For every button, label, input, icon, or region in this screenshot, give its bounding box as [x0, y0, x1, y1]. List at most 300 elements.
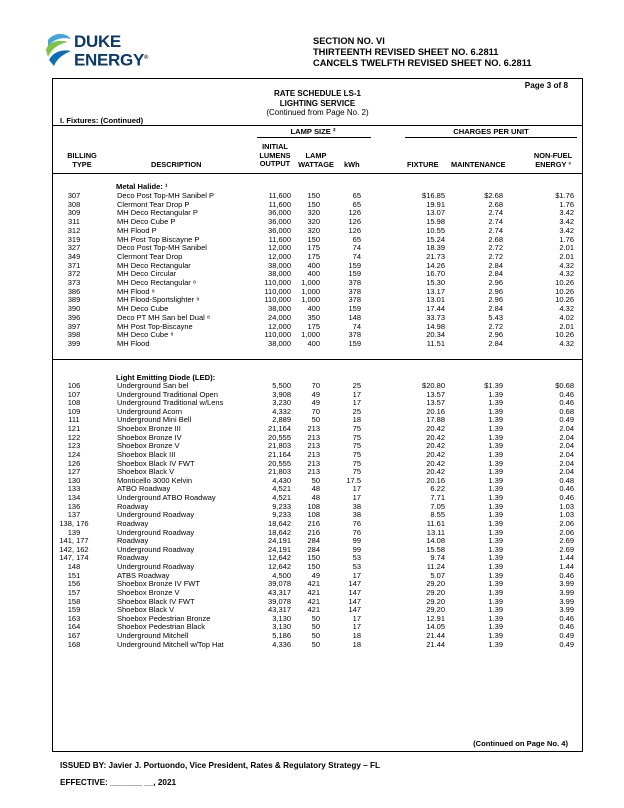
description-cell: Shoebox Pedestrian Bronze	[117, 613, 211, 623]
fixture-cell: 11.61	[426, 518, 445, 528]
wattage-cell: 400	[307, 304, 320, 314]
wattage-cell: 400	[307, 260, 320, 270]
billing-type-cell: 390	[67, 304, 81, 314]
description-cell: Underground Roadway	[117, 510, 195, 520]
billing-type-cell: 397	[67, 321, 81, 331]
kwh-cell: 65	[352, 234, 361, 244]
maintenance-cell: 2.96	[488, 295, 503, 305]
wattage-cell: 70	[311, 406, 320, 416]
lumens-cell: 110,000	[264, 286, 291, 296]
billing-type-cell: 389	[67, 295, 81, 305]
wattage-cell: 213	[307, 432, 320, 442]
billing-type-cell: 138, 176	[59, 518, 89, 528]
lumens-cell: 36,000	[268, 217, 291, 227]
billing-type-cell: 371	[67, 260, 81, 270]
maintenance-cell: 1.39	[488, 518, 503, 528]
kwh-cell: 17	[352, 493, 361, 503]
maintenance-cell: 1.39	[488, 501, 503, 511]
maintenance-cell: 1.39	[488, 484, 503, 494]
nonfuel-energy-cell: 2.69	[559, 536, 574, 546]
kwh-cell: 75	[352, 458, 361, 468]
col-fixture: FIXTURE	[407, 160, 439, 169]
nonfuel-energy-cell: 4.32	[559, 269, 574, 279]
billing-type-cell: 126	[67, 458, 81, 468]
duke-energy-mark-icon	[44, 30, 74, 70]
nonfuel-energy-cell: 2.06	[559, 518, 574, 528]
description-cell: Deco PT MH San bel Dual ⁸	[117, 312, 211, 322]
description-cell: MH Flood P	[117, 225, 157, 235]
maintenance-cell: 1.39	[488, 605, 503, 615]
billing-type-cell: 124	[67, 449, 81, 459]
wattage-cell: 150	[307, 562, 320, 572]
nonfuel-energy-cell: 3.99	[559, 587, 574, 597]
lumens-cell: 4,430	[272, 475, 291, 485]
lumens-cell: 2,889	[272, 415, 291, 425]
wattage-cell: 1,000	[301, 295, 320, 305]
lumens-cell: 43,317	[268, 587, 291, 597]
description-cell: Underground Mini Bell	[117, 415, 192, 425]
nonfuel-energy-cell: 0.68	[559, 406, 574, 416]
nonfuel-energy-cell: 0.46	[559, 484, 574, 494]
description-cell: Underground Traditional w/Lens	[117, 398, 224, 408]
maintenance-cell: 1.39	[488, 467, 503, 477]
description-cell: Roadway	[117, 536, 149, 546]
maintenance-cell: 1.39	[488, 432, 503, 442]
kwh-cell: 126	[348, 208, 361, 218]
nonfuel-energy-cell: 0.46	[559, 493, 574, 503]
fixture-cell: 15.58	[426, 544, 445, 554]
wattage-cell: 150	[307, 553, 320, 563]
schedule-title: RATE SCHEDULE LS-1	[274, 89, 361, 98]
kwh-cell: 76	[352, 527, 361, 537]
sheet-header	[313, 36, 532, 69]
table-row	[53, 589, 582, 597]
lumens-cell: 12,642	[268, 562, 291, 572]
lumens-cell: 24,191	[268, 544, 291, 554]
kwh-cell: 53	[352, 562, 361, 572]
description-cell: Deco Post Top-MH Sanibel	[117, 243, 207, 253]
kwh-cell: 75	[352, 449, 361, 459]
wattage-cell: 50	[311, 639, 320, 649]
fixture-cell: 14.08	[426, 536, 445, 546]
billing-type-cell: 157	[67, 587, 81, 597]
fixture-cell: 29.20	[426, 579, 445, 589]
maintenance-cell: 2.74	[488, 217, 503, 227]
nonfuel-energy-cell: 2.01	[559, 251, 574, 261]
fixture-cell: 13.17	[426, 286, 445, 296]
kwh-cell: 18	[352, 415, 361, 425]
fixture-cell: 13.01	[426, 295, 445, 305]
lumens-cell: 110,000	[264, 278, 291, 287]
maintenance-cell: 1.39	[488, 544, 503, 554]
billing-type-cell: 319	[67, 234, 81, 244]
nonfuel-energy-cell: 2.04	[559, 424, 574, 434]
kwh-cell: 76	[352, 518, 361, 528]
wattage-cell: 1,000	[301, 330, 320, 340]
wattage-cell: 150	[307, 191, 320, 200]
description-cell: Underground Traditional Open	[117, 389, 218, 399]
wattage-cell: 175	[307, 321, 320, 331]
wattage-cell: 213	[307, 424, 320, 434]
description-cell: Shoebox Bronze III	[117, 424, 181, 434]
maintenance-cell: 1.39	[488, 449, 503, 459]
col-maintenance: MAINTENANCE	[451, 160, 506, 169]
fixture-cell: 17.88	[426, 415, 445, 425]
fixture-cell: 19.91	[426, 199, 445, 209]
maintenance-cell: 1.39	[488, 398, 503, 408]
duke-energy-logo	[44, 30, 164, 76]
lumens-cell: 12,000	[268, 243, 291, 253]
wattage-cell: 50	[311, 475, 320, 485]
nonfuel-energy-cell: 0.49	[559, 639, 574, 649]
description-cell: Shoebox Black III	[117, 449, 176, 459]
nonfuel-energy-cell: 1.76	[559, 199, 574, 209]
fixture-cell: 20.42	[426, 458, 445, 468]
billing-type-cell: 372	[67, 269, 81, 279]
wattage-cell: 50	[311, 630, 320, 640]
wattage-cell: 284	[307, 544, 320, 554]
fixture-cell: 21.73	[426, 251, 445, 261]
led-title: Light Emitting Diode (LED):	[116, 373, 216, 382]
table-row	[53, 340, 582, 348]
kwh-cell: 17	[352, 389, 361, 399]
lumens-cell: 38,000	[268, 338, 291, 348]
billing-type-cell: 159	[67, 605, 81, 615]
lumens-cell: 18,642	[268, 518, 291, 528]
kwh-cell: 75	[352, 424, 361, 434]
description-cell: Shoebox Bronze IV	[117, 432, 182, 442]
wattage-cell: 400	[307, 269, 320, 279]
kwh-cell: 18	[352, 639, 361, 649]
billing-type-cell: 137	[67, 510, 81, 520]
nonfuel-energy-cell: 10.26	[555, 286, 574, 296]
description-cell: Underground Acorn	[117, 406, 183, 416]
nonfuel-energy-cell: 2.01	[559, 243, 574, 253]
wattage-cell: 213	[307, 449, 320, 459]
description-cell: Shoebox Pedestrian Black	[117, 622, 205, 632]
lumens-cell: 11,600	[268, 234, 291, 244]
table-row	[53, 520, 582, 528]
maintenance-cell: 2.96	[488, 278, 503, 287]
maintenance-cell: 1.39	[488, 536, 503, 546]
nonfuel-energy-cell: 4.02	[559, 312, 574, 322]
kwh-cell: 99	[352, 536, 361, 546]
billing-type-cell: 311	[68, 217, 80, 227]
maintenance-cell: 2.96	[488, 330, 503, 340]
description-cell: Shoebox Bronze V	[117, 441, 180, 451]
wattage-cell: 400	[307, 338, 320, 348]
nonfuel-energy-cell: 2.01	[559, 321, 574, 331]
description-cell: MH Deco Rectangular P	[117, 208, 198, 218]
maintenance-cell: 1.39	[488, 415, 503, 425]
maintenance-cell: 1.39	[488, 562, 503, 572]
kwh-cell: 17	[352, 570, 361, 580]
lumens-cell: 9,233	[272, 510, 291, 520]
schedule-heading	[53, 89, 582, 118]
wattage-cell: 421	[307, 605, 320, 615]
nonfuel-energy-cell: $0.68	[555, 381, 574, 390]
maintenance-cell: 1.39	[488, 493, 503, 503]
billing-type-cell: 136	[67, 501, 81, 511]
table-row	[53, 314, 582, 322]
lumens-cell: 43,317	[268, 605, 291, 615]
kwh-cell: 25	[352, 381, 361, 390]
nonfuel-energy-cell: 1.76	[559, 234, 574, 244]
kwh-cell: 18	[352, 630, 361, 640]
kwh-cell: 148	[348, 312, 361, 322]
maintenance-cell: 1.39	[488, 639, 503, 649]
fixture-cell: 7.05	[430, 501, 445, 511]
charges-rule	[405, 137, 577, 138]
nonfuel-energy-cell: 2.06	[559, 527, 574, 537]
kwh-cell: 378	[348, 330, 361, 340]
billing-type-cell: 127	[67, 467, 81, 477]
fixture-cell: $16.85	[422, 191, 445, 200]
effective-date: EFFECTIVE: _______ __, 2021	[60, 778, 177, 787]
wattage-cell: 175	[307, 251, 320, 261]
billing-type-cell: 141, 177	[59, 536, 89, 546]
nonfuel-energy-cell: $1.76	[555, 191, 574, 200]
maintenance-cell: 1.39	[488, 553, 503, 563]
nonfuel-energy-cell: 3.42	[559, 208, 574, 218]
wattage-cell: 421	[307, 596, 320, 606]
billing-type-cell: 142, 162	[59, 544, 89, 554]
lumens-cell: 3,130	[272, 613, 291, 623]
billing-type-cell: 148	[67, 562, 81, 572]
lumens-cell: 4,521	[272, 484, 291, 494]
maintenance-cell: 1.39	[488, 527, 503, 537]
fixture-cell: 14.26	[426, 260, 445, 270]
fixture-cell: 10.55	[426, 225, 445, 235]
wattage-cell: 50	[311, 415, 320, 425]
fixture-cell: 29.20	[426, 605, 445, 615]
fixture-cell: 20.42	[426, 449, 445, 459]
nonfuel-energy-cell: 2.04	[559, 432, 574, 442]
col-kwh: kWh	[344, 160, 360, 169]
billing-type-cell: 123	[67, 441, 81, 451]
maintenance-cell: 1.39	[488, 389, 503, 399]
billing-type-cell: 107	[67, 389, 81, 399]
description-cell: Underground Roadway	[117, 527, 195, 537]
fixture-cell: 20.42	[426, 432, 445, 442]
maintenance-cell: 2.72	[488, 321, 503, 331]
lumens-cell: 3,130	[272, 622, 291, 632]
kwh-cell: 159	[348, 304, 361, 314]
fixture-cell: 7.71	[430, 493, 445, 503]
col-billing-type: BILLING TYPE	[67, 151, 97, 169]
wattage-cell: 150	[307, 234, 320, 244]
kwh-cell: 147	[348, 596, 361, 606]
description-cell: Shoebox Bronze IV FWT	[117, 579, 200, 589]
lumens-cell: 18,642	[268, 527, 291, 537]
description-cell: Shoebox Bronze V	[117, 587, 180, 597]
col-initial-lumens: INITIAL LUMENS OUTPUT	[259, 142, 291, 169]
billing-type-cell: 307	[67, 191, 81, 200]
description-cell: MH Flood-Sportslighter ⁸	[117, 295, 200, 305]
billing-type-cell: 156	[67, 579, 81, 589]
fixture-cell: 13.07	[426, 208, 445, 218]
fixture-cell: 21.44	[426, 630, 445, 640]
lumens-cell: 4,500	[272, 570, 291, 580]
section-divider	[53, 359, 582, 360]
lumens-cell: 4,336	[272, 639, 291, 649]
fixture-cell: 13.57	[426, 398, 445, 408]
cancels-sheet: CANCELS TWELFTH REVISED SHEET NO. 6.2811	[313, 58, 532, 68]
description-cell: Underground Mitchell w/Top Hat	[117, 639, 224, 649]
kwh-cell: 99	[352, 544, 361, 554]
lumens-cell: 21,803	[268, 467, 291, 477]
lumens-cell: 36,000	[268, 225, 291, 235]
fixture-cell: 14.98	[426, 321, 445, 331]
fixture-cell: 33.73	[426, 312, 445, 322]
billing-type-cell: 398	[67, 330, 81, 340]
description-cell: Roadway	[117, 518, 149, 528]
billing-type-cell: 134	[67, 493, 81, 503]
logo-line-2: ENERGY	[74, 50, 144, 70]
wattage-cell: 421	[307, 579, 320, 589]
billing-type-cell: 163	[67, 613, 81, 623]
nonfuel-energy-cell: 3.99	[559, 605, 574, 615]
kwh-cell: 378	[348, 278, 361, 287]
wattage-cell: 108	[307, 501, 320, 511]
col-lamp-wattage: LAMP WATTAGE	[298, 151, 334, 169]
maintenance-cell: 1.39	[488, 458, 503, 468]
nonfuel-energy-cell: 4.32	[559, 260, 574, 270]
billing-type-cell: 309	[67, 208, 81, 218]
wattage-cell: 48	[311, 493, 320, 503]
description-cell: MH Deco Cube P	[117, 217, 176, 227]
nonfuel-energy-cell: 1.44	[559, 553, 574, 563]
lumens-cell: 38,000	[268, 304, 291, 314]
nonfuel-energy-cell: 2.69	[559, 544, 574, 554]
charges-group: CHARGES PER UNIT	[453, 127, 529, 136]
billing-type-cell: 167	[67, 630, 81, 640]
description-cell: Deco Post Top-MH Sanibel P	[117, 191, 214, 200]
billing-type-cell: 386	[67, 286, 81, 296]
lamp-size-group: LAMP SIZE ²	[290, 127, 336, 136]
description-cell: Underground Roadway	[117, 544, 195, 554]
nonfuel-energy-cell: 0.46	[559, 389, 574, 399]
nonfuel-energy-cell: 1.03	[559, 501, 574, 511]
description-cell: Roadway	[117, 553, 149, 563]
nonfuel-energy-cell: 2.04	[559, 458, 574, 468]
lumens-cell: 24,191	[268, 536, 291, 546]
nonfuel-energy-cell: 3.42	[559, 225, 574, 235]
fixture-cell: 21.44	[426, 639, 445, 649]
logo-line-1: DUKE	[74, 32, 121, 51]
fixture-cell: 9.74	[430, 553, 445, 563]
billing-type-cell: 106	[67, 381, 81, 390]
description-cell: ATBO Roadway	[117, 484, 171, 494]
description-cell: Shoebox Black IV FWT	[117, 458, 195, 468]
lumens-cell: 24,000	[268, 312, 291, 322]
description-cell: Clermont Tear Drop P	[117, 199, 190, 209]
lumens-cell: 4,332	[272, 406, 291, 416]
description-cell: MH Post Top-Biscayne	[117, 321, 193, 331]
maintenance-cell: 2.74	[488, 225, 503, 235]
wattage-cell: 320	[307, 225, 320, 235]
maintenance-cell: 1.39	[488, 622, 503, 632]
wattage-cell: 108	[307, 510, 320, 520]
nonfuel-energy-cell: 0.48	[559, 475, 574, 485]
fixtures-continued-heading: I. Fixtures: (Continued)	[60, 116, 144, 125]
nonfuel-energy-cell: 3.42	[559, 217, 574, 227]
kwh-cell: 147	[348, 587, 361, 597]
kwh-cell: 159	[348, 269, 361, 279]
billing-type-cell: 399	[67, 338, 81, 348]
header-top-rule	[53, 125, 582, 126]
fixture-cell: 11.24	[426, 562, 445, 572]
nonfuel-energy-cell: 0.49	[559, 630, 574, 640]
fixture-cell: 11.51	[426, 338, 445, 348]
fixture-cell: 6.22	[430, 484, 445, 494]
kwh-cell: 159	[348, 338, 361, 348]
billing-type-cell: 122	[67, 432, 81, 442]
wattage-cell: 213	[307, 458, 320, 468]
maintenance-cell: 1.39	[488, 570, 503, 580]
maintenance-cell: 1.39	[488, 630, 503, 640]
maintenance-cell: 2.84	[488, 338, 503, 348]
wattage-cell: 216	[307, 527, 320, 537]
billing-type-cell: 133	[67, 484, 81, 494]
wattage-cell: 213	[307, 441, 320, 451]
maintenance-cell: 2.84	[488, 304, 503, 314]
description-cell: MH Flood ⁸	[117, 286, 155, 296]
lumens-cell: 20,555	[268, 458, 291, 468]
lumens-cell: 12,000	[268, 251, 291, 261]
lumens-cell: 12,642	[268, 553, 291, 563]
fixture-cell: 29.20	[426, 596, 445, 606]
wattage-cell: 284	[307, 536, 320, 546]
table-row	[53, 227, 582, 235]
description-cell: Shoebox Black IV FWT	[117, 596, 195, 606]
lumens-cell: 11,600	[268, 191, 291, 200]
billing-type-cell: 109	[67, 406, 81, 416]
billing-type-cell: 327	[67, 243, 81, 253]
fixture-cell: 5.07	[430, 570, 445, 580]
nonfuel-energy-cell: 1.03	[559, 510, 574, 520]
description-cell: MH Deco Rectangular ⁸	[117, 278, 197, 287]
description-cell: MH Deco Rectangular	[117, 260, 191, 270]
kwh-cell: 17.5	[346, 475, 361, 485]
fixture-cell: 16.70	[426, 269, 445, 279]
billing-type-cell: 312	[67, 225, 81, 235]
nonfuel-energy-cell: 2.04	[559, 449, 574, 459]
fixture-cell: 8.55	[430, 510, 445, 520]
section-number: SECTION NO. VI	[313, 36, 385, 46]
billing-type-cell: 168	[67, 639, 81, 649]
kwh-cell: 74	[352, 243, 361, 253]
maintenance-cell: 1.39	[488, 510, 503, 520]
lumens-cell: 9,233	[272, 501, 291, 511]
lumens-cell: 3,908	[272, 389, 291, 399]
nonfuel-energy-cell: 2.04	[559, 467, 574, 477]
billing-type-cell: 308	[67, 199, 81, 209]
wattage-cell: 49	[311, 389, 320, 399]
fixture-cell: 20.42	[426, 441, 445, 451]
fixture-cell: 13.57	[426, 389, 445, 399]
lumens-cell: 12,000	[268, 321, 291, 331]
maintenance-cell: 2.84	[488, 260, 503, 270]
fixture-cell: 15.30	[426, 278, 445, 287]
wattage-cell: 150	[307, 199, 320, 209]
lumens-cell: 4,521	[272, 493, 291, 503]
kwh-cell: 25	[352, 406, 361, 416]
table-row	[53, 451, 582, 459]
nonfuel-energy-cell: 10.26	[555, 330, 574, 340]
kwh-cell: 126	[348, 225, 361, 235]
schedule-subtitle: LIGHTING SERVICE	[279, 98, 356, 108]
